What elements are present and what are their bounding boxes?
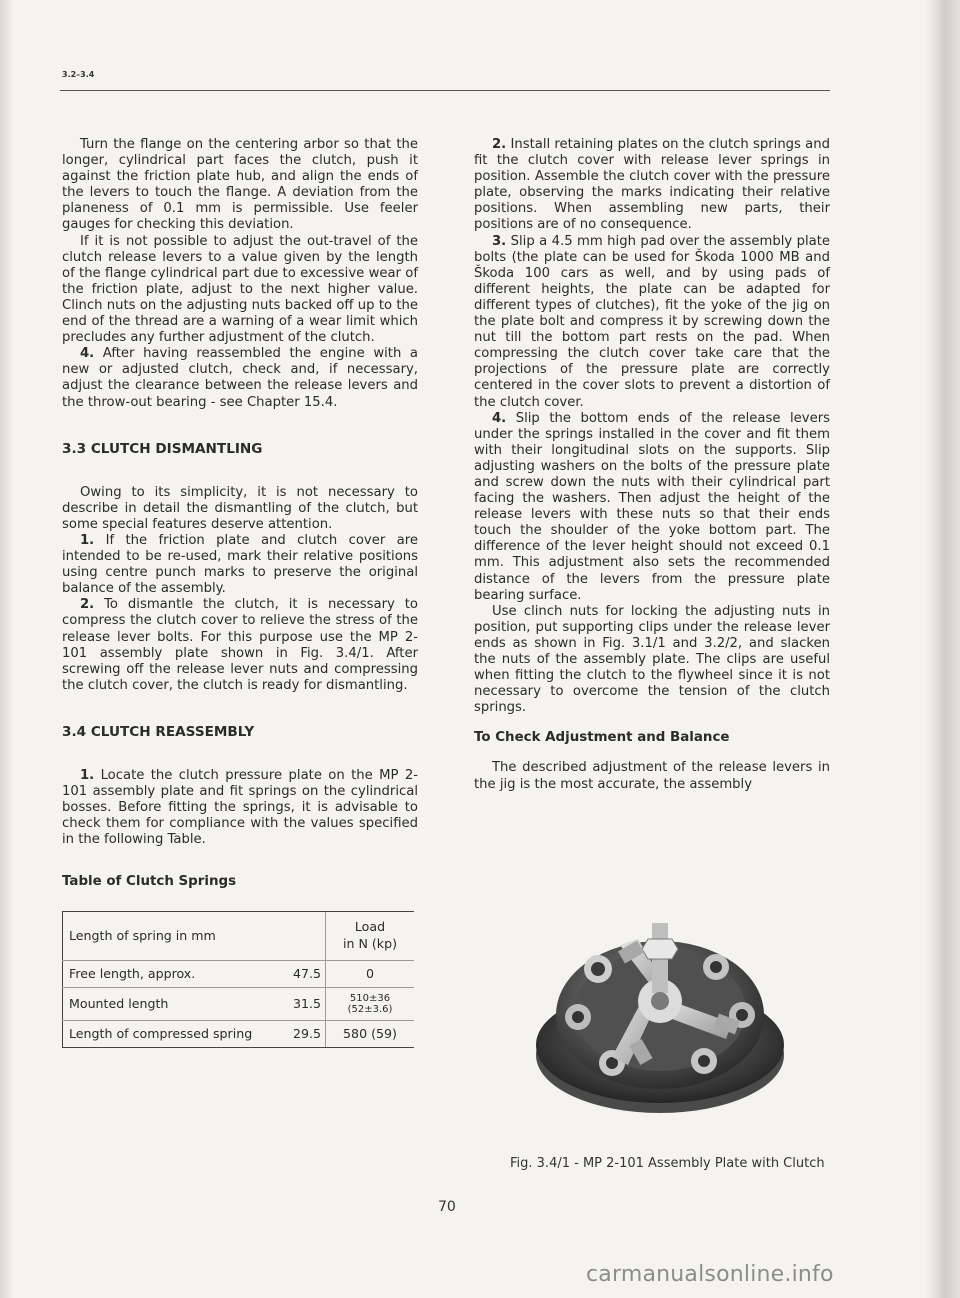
paragraph: The described adjustment of the release levers in the jig is the most accurate, the assembly (474, 760, 830, 792)
step-number: 1. (80, 768, 95, 783)
header-rule (60, 90, 830, 91)
figure-caption: Fig. 3.4/1 - MP 2-101 Assembly Plate with Clutch (510, 1156, 825, 1171)
header-length: Length of spring in mm (63, 911, 326, 960)
paragraph: If it is not possible to adjust the out-travel of the clutch release levers to a value given by the length of the flange cylindrical part due to excessive wear of the friction plate, adjust to the next higher value. Clinch nuts on the adjusting nuts backed off up to the end of the thread are a warning of a wear limit which precludes any further adjustment of the clutch. (62, 233, 418, 346)
clutch-springs-table (62, 911, 414, 1048)
paragraph: 3. Slip a 4.5 mm high pad over the assembly plate bolts (the plate can be used for Škoda 1000 MB and Škoda 100 cars as well, and by using pads of different heights, the plate can be adapted for different types of clutches), fit the yoke of the jig on the plate bolt and compress it by screwing down the nut till the bottom part rests on the pad. When compressing the clutch cover take care that the projections of the pressure plate are correctly centered in the cover slots to prevent a distortion of the clutch cover. (474, 233, 830, 410)
paragraph: Use clinch nuts for locking the adjusting nuts in position, put supporting clips under the release lever ends as shown in Fig. 3.1/1 and 3.2/2, and slacken the nuts of the assembly plate. The clips are useful when fitting the clutch to the flywheel since it is not necessary to overcome the tension of the clutch springs. (474, 603, 830, 716)
table-row: Length of compressed spring 29.5 580 (59) (63, 1020, 415, 1047)
section-reference: 3.2–3.4 (62, 70, 95, 79)
paragraph: 2. To dismantle the clutch, it is necessary to compress the clutch cover to relieve the stress of the release lever bolts. For this purpose use the MP 2-101 assembly plate shown in Fig. 3.4/1. After screwing off the release lever nuts and compressing the clutch cover, the clutch is ready for dismantling. (62, 597, 418, 693)
clutch-assembly-photo (520, 905, 800, 1125)
paragraph: 1. If the friction plate and clutch cover are intended to be re-used, mark their relative positions using centre punch marks to preserve the original balance of the assembly. (62, 532, 418, 597)
paragraph: 4. After having reassembled the engine with a new or adjusted clutch, check and, if necessary, adjust the clearance between the release levers and the throw-out bearing - see Chapter 15.4. (62, 346, 418, 410)
subheading: To Check Adjustment and Balance (474, 730, 730, 746)
paragraph: 4. Slip the bottom ends of the release levers under the springs installed in the cover and fit them with their longitudinal slots on the supports. Slip adjusting washers on the bolts of the pressure plate and screw down the nuts with their cylindrical part facing the washers. Then adjust the height of the release levers with these nuts so that their ends touch the shoulder of the yoke bottom part. The difference of the lever height should not exceed 0.1 mm. This adjustment also sets the recommended distance of the levers from the pressure plate bearing surface. (474, 410, 830, 603)
paragraph: 2. Install retaining plates on the clutch springs and fit the clutch cover with release lever springs in position. Assemble the clutch cover with the pressure plate, observing the marks indicating their relative positions. When assembling new parts, their positions are of no consequence. (474, 137, 830, 233)
watermark: carmanualsonline.info (586, 1262, 834, 1287)
step-number: 4. (80, 346, 95, 362)
step-number: 1. (80, 532, 95, 548)
left-column (62, 137, 418, 1048)
step-number: 4. (492, 410, 507, 426)
table-row: Free length, approx. 47.5 0 (63, 960, 415, 987)
table-header-row (63, 911, 415, 960)
table-title: Table of Clutch Springs (62, 874, 237, 890)
section-heading: 3.3 CLUTCH DISMANTLING (62, 440, 263, 457)
page-binding-shadow (926, 0, 960, 1298)
paragraph: Turn the flange on the centering arbor so that the longer, cylindrical part faces the clutch, push it against the friction plate hub, and align the ends of the levers to touch the flange. A deviation from the planeness of 0.1 mm is permissible. Use feeler gauges for checking this deviation. (62, 137, 418, 233)
step-number: 2. (80, 597, 95, 613)
page-number: 70 (438, 1199, 456, 1215)
header-load: Load in N (kp) (326, 911, 415, 960)
right-column (474, 137, 830, 793)
page-edge-shadow (0, 0, 14, 1298)
step-number: 2. (492, 137, 507, 152)
section-heading: 3.4 CLUTCH REASSEMBLY (62, 723, 255, 740)
paragraph: Owing to its simplicity, it is not necessary to describe in detail the dismantling of the clutch, but some special features deserve attention. (62, 484, 418, 532)
paragraph: 1. Locate the clutch pressure plate on the MP 2-101 assembly plate and fit springs on the cylindrical bosses. Before fitting the springs, it is advisable to check them for compliance with the values specified in the following Table. (62, 768, 418, 848)
step-number: 3. (492, 233, 507, 249)
table-row: Mounted length 31.5 510±36 (52±3.6) (63, 987, 415, 1020)
